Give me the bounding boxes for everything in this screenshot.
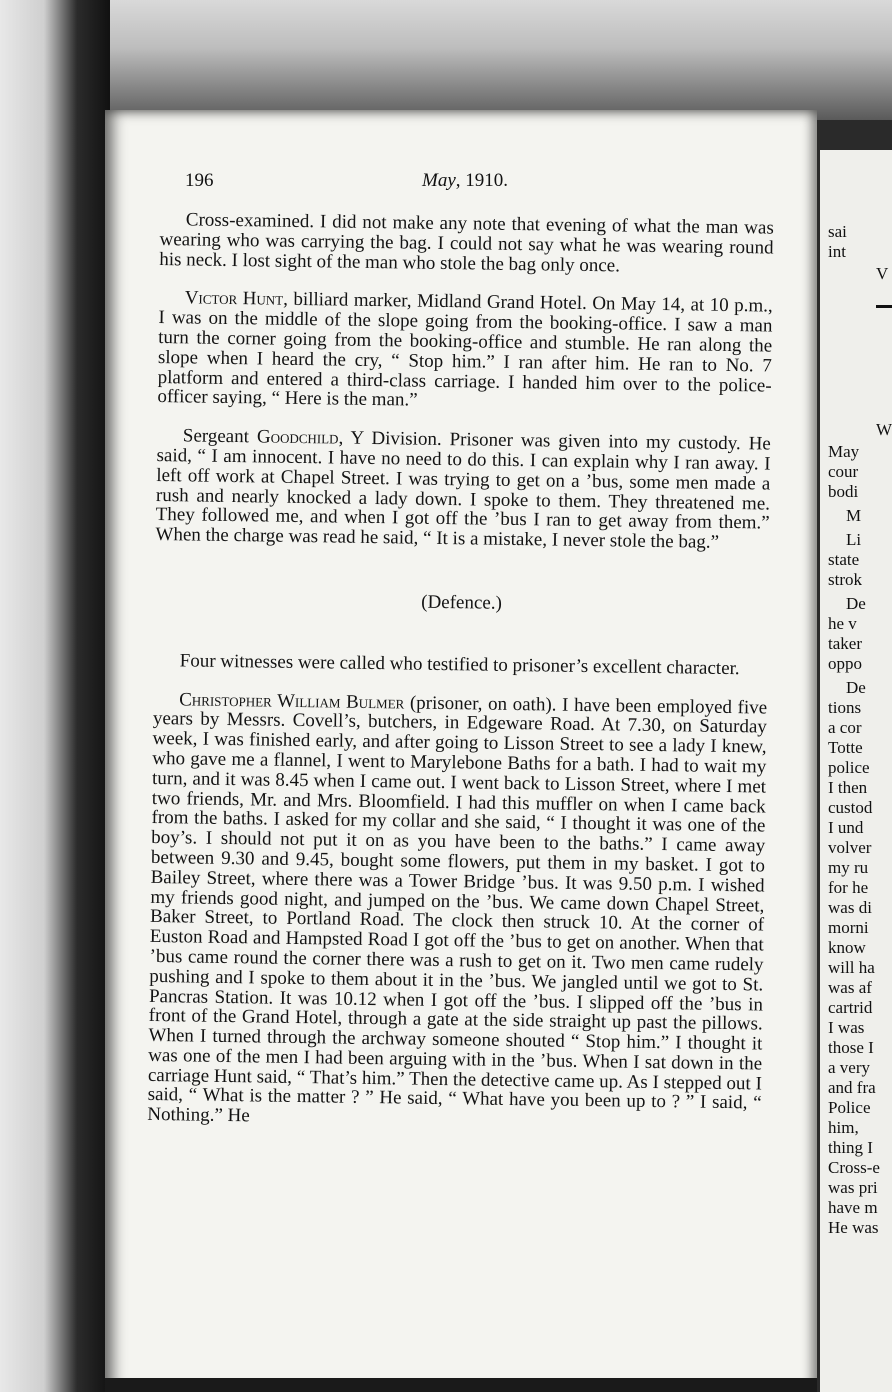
facing-fragment: I then — [828, 778, 868, 797]
facing-fragment: morni — [828, 918, 869, 937]
facing-fragment: I und — [828, 818, 864, 837]
facing-fragment: May — [828, 442, 860, 461]
paragraph-text: billiard marker, Midland Grand Hotel. On May 14, at 10 p.m., I was on the middle of the slope going from the booking-office. I saw a man turn the corner going from the booking-office and stumble. He ran along the slope when I heard the cry, “ Stop him.” I ran after him. He ran to No. 7 platform and entered a third-class carriage. I handed him over to the police-officer saying, “ Here is the man.” — [157, 289, 773, 411]
scan-bottom-edge — [105, 1378, 817, 1392]
facing-fragment: a cor — [828, 718, 862, 737]
paragraph-text: (prisoner, on oath). I have been employed five years by Messrs. Covell’s, butchers, in Edgeware Road. At 7.30, on Saturday week, I was finished early, and after going to Lisson Street to see a lady I knew, who gave me a flannel, I went to Marylebone Baths for a bath. I had to wait my turn, and it was 8.45 when I came out. I went back to Lisson Street, where I met two friends, Mr. and Mrs. Bloomfield. I had this muffler on when I came back from the baths. I asked for my collar and she said, “ I thought it was one of the boy’s. I should not put it on as you have been to the baths.” I came away between 9.30 and 9.45, bought some flowers, put them in my basket. I got to Bailey Street, where there was a Tower Bridge ’bus. It was 9.50 p.m. I wished my friends good night, and jumped on the ’bus. We came down Chapel Street, Baker Street, to Portland Road. The clock then struck 10. At the corner of Euston Road and Hampsted Road I got off the ’bus to get on another. When that ’bus came round the corner there was a rush to get on it. Two men came rudely pushing and I spoke to them about it in the ’bus. We jangled until we got to St. Pancras Station. It was 10.12 when I got off the ’bus. I slipped off the ’bus in front of the Grand Hotel, through a gate at the side straight up past the pillows. When I turned through the archway someone shouted “ Stop him.” I thought it was one of the men I had been arguing with in the ’bus. When I sat down in the carriage Hunt said, “ That’s him.” Then the detective came up. As I stepped out I said, “ What is the matter ? ” He said, “ What have you been up to ? ” I said, “ Nothing.” He — [147, 692, 768, 1127]
facing-fragment: was pri — [828, 1178, 878, 1197]
facing-page-edge — [820, 150, 892, 1392]
paragraph-goodchild — [155, 426, 771, 553]
page-body — [147, 210, 774, 1134]
facing-fragment: for he — [828, 878, 869, 897]
facing-page-rule — [876, 305, 892, 308]
facing-fragment: Li — [846, 530, 862, 549]
facing-fragment: M — [846, 506, 862, 525]
facing-fragment: W — [876, 420, 892, 439]
facing-fragment: taker — [828, 634, 862, 653]
page-date-year: , 1910. — [455, 170, 509, 191]
page-header — [185, 170, 745, 198]
facing-fragment: those I — [828, 1038, 874, 1057]
paragraph-witnesses: Four witnesses were called who testified to prisoner’s excellent character. — [179, 650, 740, 679]
facing-fragment: thing I — [828, 1138, 873, 1157]
facing-fragment: was di — [828, 898, 872, 917]
facing-fragment: a very — [828, 1058, 871, 1077]
page-date-month: May — [422, 170, 456, 191]
page-number: 196 — [185, 170, 214, 191]
paragraph-bulmer — [147, 690, 767, 1134]
facing-fragment: police — [828, 758, 870, 777]
facing-fragment: Totte — [828, 738, 863, 757]
scan-background-top — [0, 0, 892, 120]
facing-fragment: V — [876, 264, 889, 283]
facing-fragment: De — [846, 678, 866, 697]
facing-fragment: Police — [828, 1098, 871, 1117]
paragraph-text: Y Division. Prisoner was given into my custody. He said, “ I am innocent. I have no need to do this. I can explain why I ran away. I left off work at Chapel Street. I was trying to get on a ’bus, some men made a rush and nearly knocked a lady down. I spoke to them. They threatened me. They followed me, and when I got off the ’bus I ran to get away from them.” When the charge was read he said, “ It is a mistake, I never stole the bag.” — [155, 427, 771, 553]
facing-fragment: tions — [828, 698, 862, 717]
facing-fragment: cartrid — [828, 998, 873, 1017]
book-spine-shadow — [0, 0, 110, 1392]
facing-fragment: him, — [828, 1118, 859, 1137]
facing-fragment: int — [828, 242, 846, 261]
page-date — [422, 170, 508, 192]
facing-fragment: custod — [828, 798, 873, 817]
speaker-name: Christopher William Bulmer — [179, 688, 405, 714]
paragraph-victor-hunt — [157, 288, 773, 415]
speaker-name: Goodchild, — [256, 426, 344, 449]
facing-fragment: he v — [828, 614, 857, 633]
facing-fragment: volver — [828, 838, 872, 857]
facing-fragment: state — [828, 550, 860, 569]
facing-fragment: I was — [828, 1018, 865, 1037]
facing-fragment: have m — [828, 1198, 878, 1217]
section-heading: (Defence.) — [421, 591, 503, 614]
facing-fragment: oppo — [828, 654, 862, 673]
facing-fragment: Cross-e — [828, 1158, 880, 1177]
speaker-name: Victor Hunt, — [184, 287, 289, 311]
facing-fragment: know — [828, 938, 866, 957]
facing-fragment: bodi — [828, 482, 859, 501]
speaker-title: Sergeant — [182, 425, 250, 448]
facing-fragment: strok — [828, 570, 862, 589]
facing-fragment: sai — [828, 222, 847, 241]
facing-fragment: my ru — [828, 858, 869, 877]
facing-fragment: will ha — [828, 958, 875, 977]
facing-fragment: De — [846, 594, 866, 613]
facing-fragment: was af — [828, 978, 872, 997]
paragraph-cross-examined: Cross-examined. I did not make any note that evening of what the man was wearing who was carrying the bag. I could not say what he was wearing round his neck. I lost sight of the man who stole the bag only once. — [159, 209, 774, 277]
facing-fragment: and fra — [828, 1078, 876, 1097]
facing-fragment: He was — [828, 1218, 879, 1237]
facing-fragment: cour — [828, 462, 859, 481]
